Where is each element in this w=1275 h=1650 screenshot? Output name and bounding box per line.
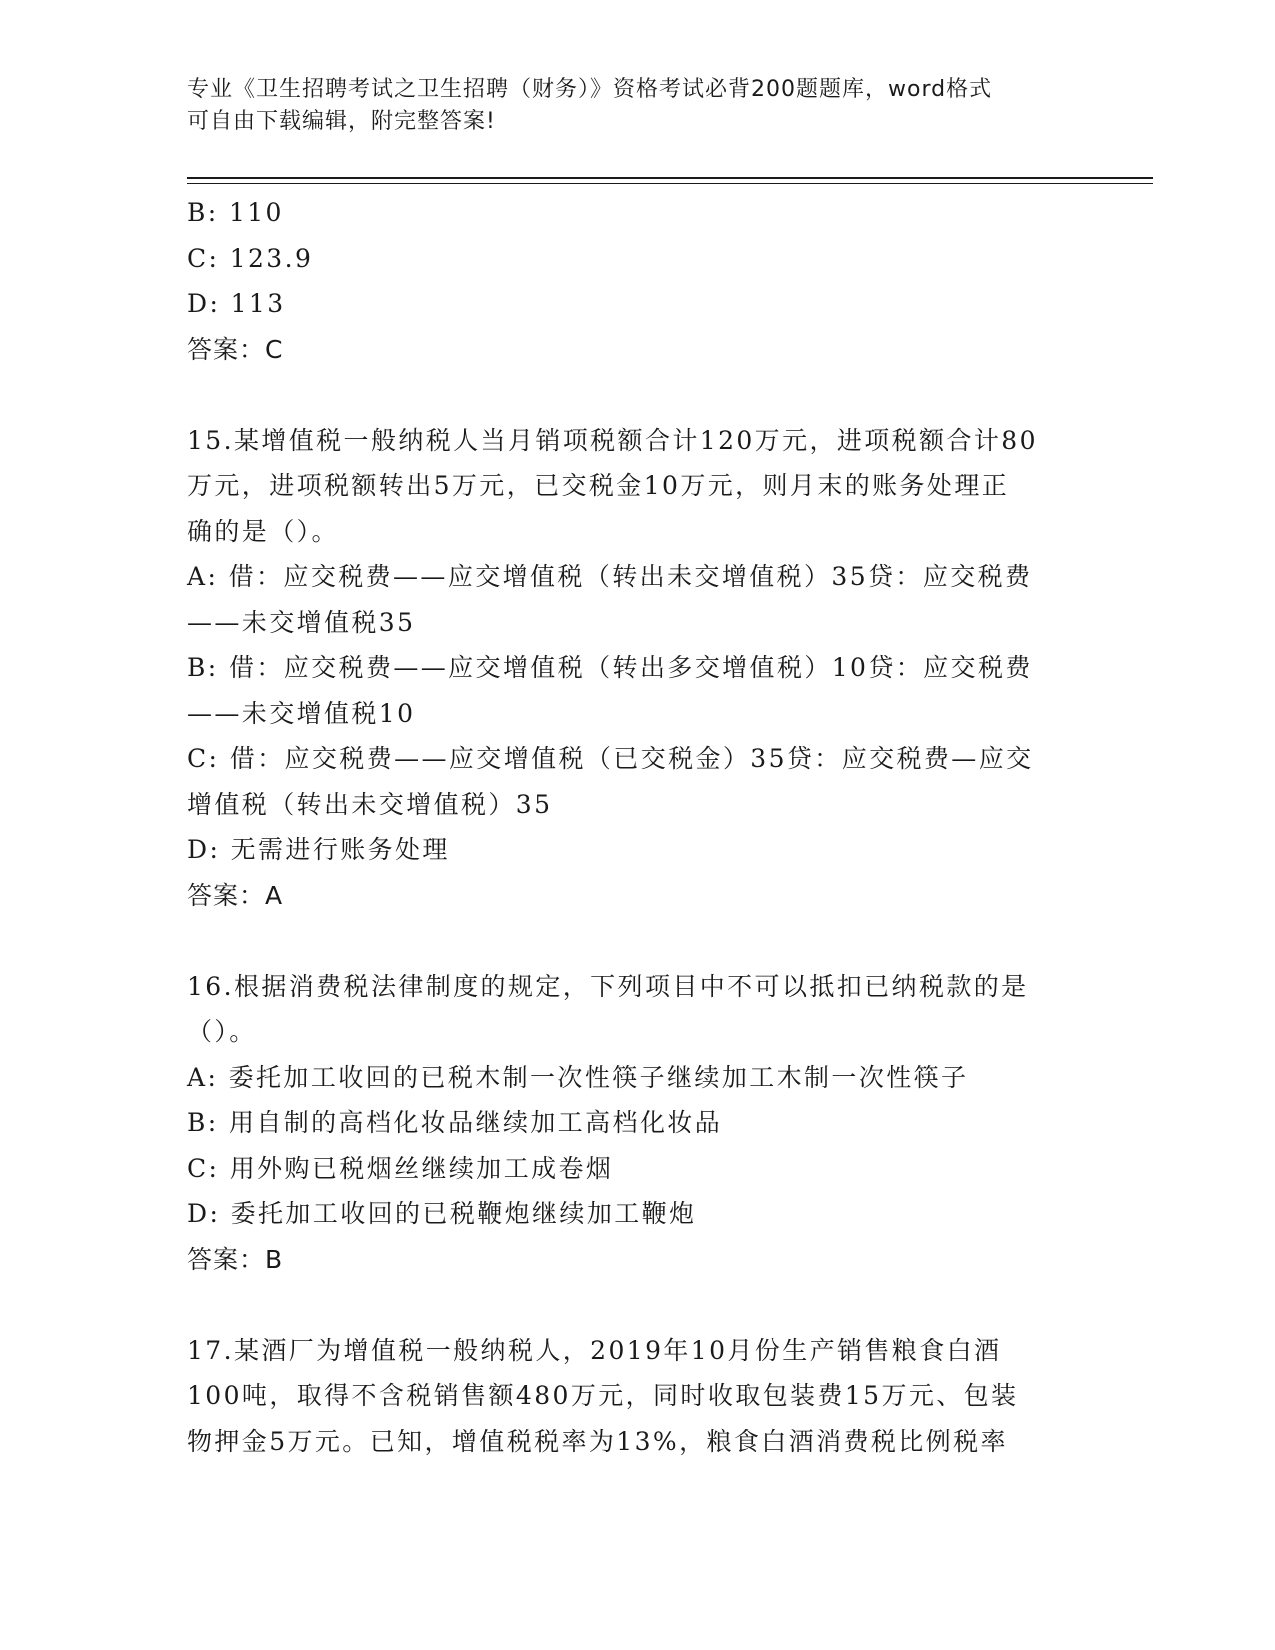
question-stem: 15.某增值税一般纳税人当月销项税额合计120万元，进项税额合计80 bbox=[187, 425, 1038, 455]
question-15 bbox=[187, 418, 1087, 919]
option-b-cont: ——未交增值税10 bbox=[187, 698, 416, 728]
option-b: B: 110 bbox=[187, 198, 284, 227]
option-d: D: 委托加工收回的已税鞭炮继续加工鞭炮 bbox=[187, 1199, 697, 1228]
option-d: D: 无需进行账务处理 bbox=[187, 835, 450, 864]
option-a: A: 借：应交税费——应交增值税（转出未交增值税）35贷：应交税费 bbox=[187, 562, 1033, 591]
question-stem: 确的是（）。 bbox=[187, 516, 339, 546]
header-line-1: 专业《卫生招聘考试之卫生招聘（财务）》资格考试必背200题题库，word格式 bbox=[187, 77, 993, 102]
document-body bbox=[187, 190, 1087, 1464]
question-stem: 万元，进项税额转出5万元，已交税金10万元，则月末的账务处理正 bbox=[187, 471, 1010, 500]
answer-line: 答案：C bbox=[187, 334, 284, 364]
question-stem: 17.某酒厂为增值税一般纳税人，2019年10月份生产销售粮食白酒 bbox=[187, 1335, 1002, 1365]
answer-line: 答案：B bbox=[187, 1244, 284, 1274]
header-divider-thin bbox=[187, 183, 1153, 184]
question-17 bbox=[187, 1328, 1087, 1465]
question-14-tail bbox=[187, 190, 1087, 372]
header-line-2: 可自由下载编辑，附完整答案! bbox=[187, 109, 496, 134]
option-a: A: 委托加工收回的已税木制一次性筷子继续加工木制一次性筷子 bbox=[187, 1062, 969, 1092]
option-c-cont: 增值税（转出未交增值税）35 bbox=[187, 789, 553, 819]
answer-line: 答案：A bbox=[187, 880, 284, 910]
question-stem: 物押金5万元。已知，增值税税率为13%，粮食白酒消费税比例税率 bbox=[187, 1426, 1008, 1456]
option-c: C: 123.9 bbox=[187, 243, 314, 273]
option-b: B: 借：应交税费——应交增值税（转出多交增值税）10贷：应交税费 bbox=[187, 653, 1033, 682]
option-a-cont: ——未交增值税35 bbox=[187, 607, 416, 637]
question-stem: 16.根据消费税法律制度的规定，下列项目中不可以抵扣已纳税款的是 bbox=[187, 971, 1029, 1001]
spacer bbox=[187, 372, 1087, 418]
question-16 bbox=[187, 964, 1087, 1283]
question-stem: （）。 bbox=[187, 1017, 257, 1046]
option-b: B: 用自制的高档化妆品继续加工高档化妆品 bbox=[187, 1108, 723, 1137]
spacer bbox=[187, 918, 1087, 964]
spacer bbox=[187, 1282, 1087, 1328]
option-c: C: 用外购已税烟丝继续加工成卷烟 bbox=[187, 1153, 614, 1183]
document-header bbox=[187, 74, 1087, 138]
question-stem: 100吨，取得不含税销售额480万元，同时收取包装费15万元、包装 bbox=[187, 1381, 1019, 1410]
option-d: D: 113 bbox=[187, 289, 286, 318]
option-c: C: 借：应交税费——应交增值税（已交税金）35贷：应交税费—应交 bbox=[187, 744, 1034, 773]
header-divider-thick bbox=[187, 177, 1153, 179]
